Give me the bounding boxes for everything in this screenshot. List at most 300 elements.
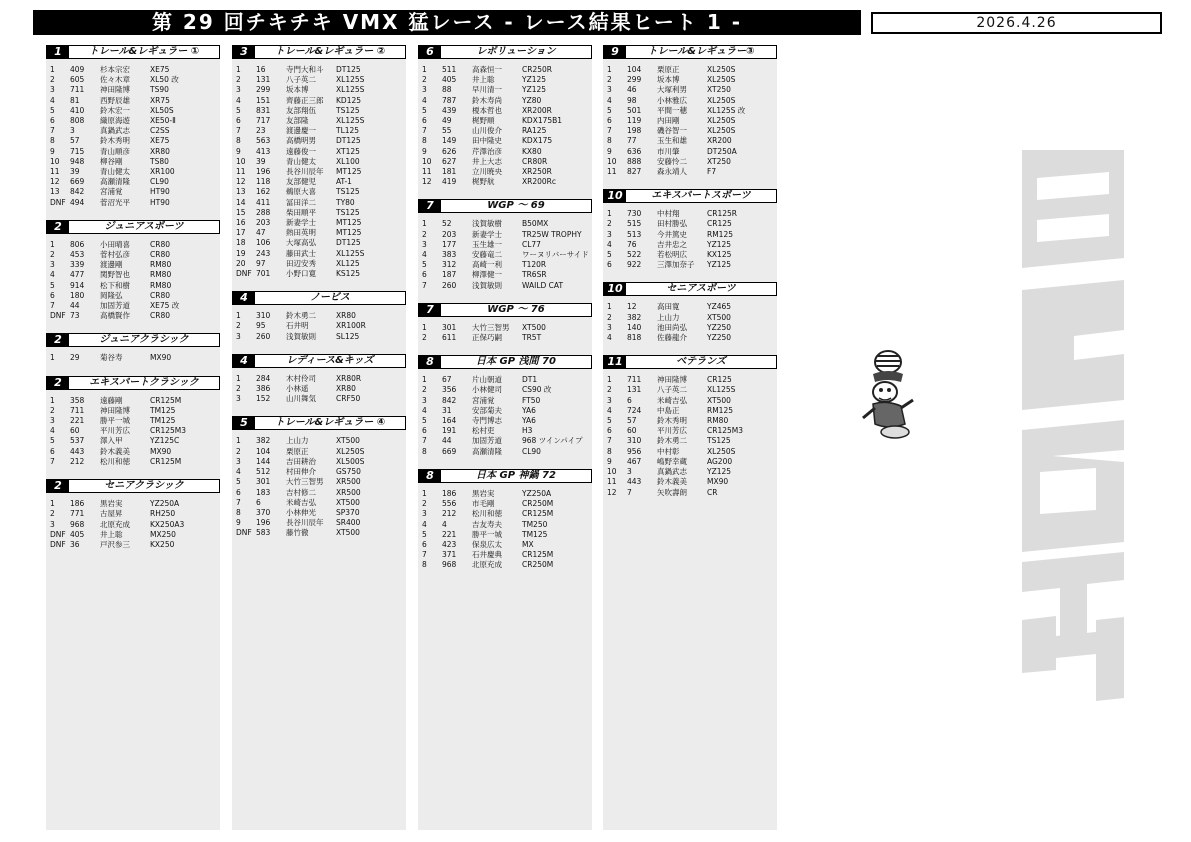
result-bike: XL500S (336, 456, 365, 466)
result-rider: 村田伸介 (286, 467, 316, 477)
result-rider: 保泉広太 (472, 539, 502, 549)
result-row (607, 385, 777, 395)
class-name: エキスパートクラシック (89, 376, 199, 388)
result-row (422, 177, 592, 187)
result-number: 818 (627, 333, 642, 343)
result-number: 162 (256, 187, 271, 197)
result-pos: 2 (50, 509, 55, 519)
result-number: 177 (442, 239, 457, 249)
class-header (418, 303, 592, 317)
result-rider: 齊藤正三郎 (286, 95, 324, 105)
result-bike: CR125M (150, 456, 182, 466)
result-bike: XT250 (707, 85, 731, 95)
result-pos: 8 (422, 136, 427, 146)
result-rider: 安藤竜二 (472, 250, 502, 260)
result-row (607, 167, 777, 177)
result-number: 212 (70, 456, 85, 466)
result-bike: DT125 (336, 136, 361, 146)
result-pos: 8 (50, 136, 55, 146)
result-rider: 神田隆博 (657, 375, 687, 385)
result-row (607, 240, 777, 250)
result-rider: 田辺安秀 (286, 258, 316, 268)
result-pos: 2 (422, 385, 427, 395)
result-number: 44 (70, 301, 80, 311)
result-number: 439 (442, 105, 457, 115)
result-bike: XR200Rc (522, 177, 556, 187)
result-row (422, 230, 592, 240)
class-number: 8 (419, 356, 441, 368)
result-pos: 4 (607, 95, 612, 105)
result-pos: DNF (50, 529, 66, 539)
result-number: 196 (256, 167, 271, 177)
result-bike: CR250R (522, 65, 552, 74)
result-row (236, 75, 406, 85)
class-number: 2 (47, 480, 69, 492)
result-number: 77 (627, 136, 637, 146)
result-bike: TM125 (522, 529, 548, 539)
result-pos: 3 (422, 85, 427, 95)
result-bike: XR500 (336, 487, 361, 497)
result-bike: XL125S (336, 248, 365, 258)
class-name: レディース&キッズ (286, 354, 374, 366)
result-pos: 11 (607, 167, 617, 177)
result-bike: FT50 (522, 395, 541, 405)
result-rider: 坂本博 (657, 75, 680, 85)
result-bike: ワーヌリバーサイド (522, 250, 589, 260)
result-number: 39 (70, 167, 80, 177)
result-pos: 7 (422, 550, 427, 560)
result-rider: 宮浦覚 (100, 187, 123, 197)
result-bike: TM125 (150, 416, 176, 426)
result-rider: 渡邊慶一 (286, 126, 316, 136)
result-bike: CR80 (150, 311, 170, 321)
results-column (603, 45, 777, 830)
result-bike: CR (707, 487, 718, 497)
result-number: 301 (442, 322, 457, 332)
result-bike: YZ250A (522, 488, 552, 498)
result-bike: XR500 (336, 477, 361, 487)
result-number: 467 (627, 456, 642, 466)
result-number: 405 (70, 529, 85, 539)
result-pos: 6 (422, 426, 427, 436)
results-column (418, 45, 592, 830)
result-bike: RA125 (522, 126, 547, 136)
result-pos: 6 (50, 446, 55, 456)
result-bike: MX90 (150, 353, 172, 363)
result-bike: TR5T (522, 333, 542, 343)
result-rider: 杉本宗宏 (100, 65, 130, 74)
result-rider: 今井篤史 (657, 229, 687, 239)
result-rider: 平川芳広 (100, 426, 130, 436)
result-bike: GS750 (336, 467, 361, 477)
result-rider: 宮浦覚 (472, 395, 495, 405)
result-number: 29 (70, 353, 80, 363)
class-number: 8 (419, 470, 441, 482)
result-number: 511 (442, 65, 457, 74)
result-rider: 井上聡 (100, 529, 123, 539)
result-pos: 8 (607, 136, 612, 146)
result-rider: 遠藤剛 (100, 395, 123, 405)
result-pos: 1 (50, 353, 55, 363)
result-rider: 北原充成 (100, 519, 130, 529)
result-row (607, 323, 777, 333)
result-rider: 神田隆博 (100, 85, 130, 95)
result-rider: 長谷川辰年 (286, 518, 324, 528)
result-row (236, 157, 406, 167)
result-bike: TR25W TROPHY (522, 229, 582, 239)
result-pos: 7 (50, 456, 55, 466)
result-number: 636 (627, 146, 642, 156)
result-row (236, 498, 406, 508)
result-bike: XL250S (707, 65, 736, 74)
result-rider: 高田寛 (657, 302, 680, 312)
result-number: 948 (70, 156, 85, 166)
result-number: 419 (442, 177, 457, 187)
result-rider: 吉井忠之 (657, 239, 687, 249)
class-number: 7 (419, 304, 441, 316)
result-pos: 3 (50, 260, 55, 270)
result-number: 405 (442, 75, 457, 85)
result-pos: 7 (50, 301, 55, 311)
result-number: 386 (256, 384, 271, 394)
result-row (236, 136, 406, 146)
result-row (50, 126, 220, 136)
result-pos: 7 (422, 280, 427, 290)
result-row (50, 540, 220, 550)
result-row (50, 157, 220, 167)
result-bike: DT125 (336, 238, 361, 248)
result-row (422, 333, 592, 343)
result-pos: 2 (50, 75, 55, 85)
result-row (422, 385, 592, 395)
result-number: 724 (627, 405, 642, 415)
result-rider: 戸沢参三 (100, 539, 130, 549)
class-number: 9 (604, 46, 626, 58)
result-bike: XT125 (336, 146, 360, 156)
result-bike: RM125 (707, 229, 733, 239)
result-rider: 菅村弘彦 (100, 250, 130, 260)
result-rider: 勝平一城 (100, 416, 130, 426)
result-row (422, 157, 592, 167)
result-pos: 2 (607, 312, 612, 322)
result-pos: 6 (422, 116, 427, 126)
result-bike: MT125 (336, 228, 362, 238)
class-block (232, 291, 406, 342)
result-row (236, 518, 406, 528)
result-row (607, 333, 777, 343)
result-number: 36 (70, 539, 80, 549)
result-rider: 鈴木勇二 (286, 311, 316, 321)
class-header (603, 189, 777, 203)
result-bike: SR400 (336, 518, 361, 528)
result-rider: 榎本哲也 (472, 105, 502, 115)
result-rider: 大塚利男 (657, 85, 687, 95)
result-bike: SP370 (336, 507, 360, 517)
result-row (422, 436, 592, 446)
result-number: 842 (70, 187, 85, 197)
result-number: 413 (256, 146, 271, 156)
result-row (422, 447, 592, 457)
result-rider: 高崎一利 (472, 260, 502, 270)
result-row (422, 530, 592, 540)
result-row (422, 426, 592, 436)
result-rider: 柳谷剛 (100, 156, 123, 166)
result-number: 715 (70, 146, 85, 156)
result-pos: 8 (236, 507, 241, 517)
result-rider: 上山力 (657, 312, 680, 322)
result-pos: 9 (607, 146, 612, 156)
result-row (607, 96, 777, 106)
result-bike: TM125 (150, 405, 176, 415)
result-pos: 3 (422, 509, 427, 519)
result-row (50, 260, 220, 270)
result-pos: 16 (236, 218, 246, 228)
result-row (50, 311, 220, 321)
result-number: 196 (256, 518, 271, 528)
result-rider: 安部菊夫 (472, 405, 502, 415)
class-number: 3 (233, 46, 255, 58)
result-number: 443 (627, 477, 642, 487)
result-row (236, 467, 406, 477)
class-name: トレール&レギュラー ② (274, 46, 386, 57)
result-pos: 5 (422, 260, 427, 270)
result-row (607, 106, 777, 116)
result-row (50, 509, 220, 519)
result-row (607, 313, 777, 323)
class-name: WGP ～ 69 (487, 200, 545, 212)
result-bike: CL77 (522, 239, 541, 249)
result-pos: 3 (607, 85, 612, 95)
result-bike: XL50 改 (150, 75, 179, 85)
result-bike: XR80 (150, 146, 170, 156)
result-number: 104 (627, 65, 642, 74)
result-pos: 13 (236, 187, 246, 197)
result-bike: YA6 (522, 405, 536, 415)
class-number: 2 (47, 221, 69, 233)
result-pos: 6 (50, 116, 55, 126)
result-row (607, 219, 777, 229)
result-bike: TM250 (522, 519, 548, 529)
result-number: 23 (256, 126, 266, 136)
result-number: 382 (627, 312, 642, 322)
result-row (50, 520, 220, 530)
result-number: 522 (627, 250, 642, 260)
heat-1-vertical-text (1012, 150, 1132, 710)
result-row (422, 560, 592, 570)
result-row (422, 106, 592, 116)
result-pos: 3 (50, 85, 55, 95)
result-pos: 4 (50, 426, 55, 436)
result-row (607, 477, 777, 487)
result-number: 556 (442, 499, 457, 509)
result-number: 563 (256, 136, 271, 146)
result-row (236, 167, 406, 177)
result-pos: 12 (50, 177, 60, 187)
result-number: 383 (442, 250, 457, 260)
result-number: 423 (442, 539, 457, 549)
result-pos: 1 (236, 373, 241, 383)
result-number: 409 (70, 65, 85, 74)
class-block (418, 355, 592, 457)
class-header (603, 355, 777, 369)
result-rider: 青山健太 (100, 167, 130, 177)
result-pos: 2 (236, 75, 241, 85)
result-bike: CR250M (522, 499, 554, 509)
result-rider: 黒岩実 (100, 499, 123, 509)
result-rider: 山川舞気 (286, 394, 316, 404)
result-number: 310 (256, 311, 271, 321)
result-pos: 1 (236, 311, 241, 321)
result-rider: 鈴木秀明 (657, 416, 687, 426)
class-name: トレール&レギュラー ① (88, 46, 200, 57)
result-number: 513 (627, 229, 642, 239)
result-rider: 柴田順平 (286, 207, 316, 217)
result-pos: 1 (607, 65, 612, 74)
result-row (607, 136, 777, 146)
result-bike: RM80 (150, 260, 172, 270)
result-row (236, 238, 406, 248)
result-rider: 小林健司 (472, 385, 502, 395)
result-row (50, 457, 220, 467)
class-number: 4 (233, 292, 255, 304)
result-pos: 7 (422, 126, 427, 136)
class-name: ジュニアスポーツ (104, 220, 184, 232)
result-number: 81 (70, 95, 80, 105)
result-rider: 片山朝道 (472, 375, 502, 385)
result-row (236, 384, 406, 394)
result-rider: 井上大志 (472, 156, 502, 166)
result-number: 512 (256, 467, 271, 477)
result-number: 198 (627, 126, 642, 136)
result-rider: 松下和樹 (100, 280, 130, 290)
result-bike: KDX175B1 (522, 116, 563, 126)
result-bike: XR80 (336, 311, 356, 321)
result-row (236, 508, 406, 518)
result-rider: 真鍋武志 (657, 467, 687, 477)
result-row (50, 75, 220, 85)
result-bike: XR80R (336, 373, 362, 383)
result-pos: 1 (607, 209, 612, 219)
result-number: 3 (70, 126, 75, 136)
result-rider: 立川暁央 (472, 167, 502, 177)
result-rider: 勝平一城 (472, 529, 502, 539)
result-bike: XR200R (522, 105, 552, 115)
result-bike: XE50-Ⅱ (150, 116, 176, 126)
result-pos: 6 (422, 270, 427, 280)
result-row (422, 270, 592, 280)
result-bike: XT500 (707, 395, 731, 405)
result-rider: 寺門大和斗 (286, 65, 324, 74)
result-pos: 1 (50, 65, 55, 74)
result-rider: 芹澤治彦 (472, 146, 502, 156)
result-row (422, 489, 592, 499)
result-number: 4 (442, 519, 447, 529)
class-block (603, 282, 777, 343)
result-bike: KD125 (336, 95, 362, 105)
result-rider: 大竹三智男 (286, 477, 324, 487)
result-pos: 9 (236, 146, 241, 156)
class-name: ノービス (310, 292, 350, 304)
result-number: 888 (627, 156, 642, 166)
result-row (50, 65, 220, 75)
result-bike: RM80 (150, 270, 172, 280)
class-name: レボリューション (476, 46, 556, 57)
result-pos: 4 (422, 95, 427, 105)
result-row (50, 136, 220, 146)
class-header (232, 45, 406, 59)
result-bike: MX (522, 539, 534, 549)
result-number: 370 (256, 507, 271, 517)
result-bike: DT250A (707, 146, 737, 156)
result-bike: MT125 (336, 167, 362, 177)
result-bike: CR80 (150, 239, 170, 249)
result-rider: 青山健太 (286, 156, 316, 166)
result-row (607, 65, 777, 75)
result-rider: 鈴木義美 (100, 446, 130, 456)
result-bike: XT500 (707, 312, 731, 322)
result-rider: 浅賀敏樹 (472, 219, 502, 229)
result-pos: 1 (607, 375, 612, 385)
result-rider: 小林伸光 (286, 507, 316, 517)
result-bike: XE75 (150, 65, 170, 74)
result-rider: 市川肇 (657, 146, 680, 156)
result-pos: 3 (236, 394, 241, 404)
result-bike: YZ125 (707, 467, 732, 477)
result-number: 97 (256, 258, 266, 268)
result-bike: KX250A3 (150, 519, 185, 529)
result-rider: 菅沼光平 (100, 197, 130, 207)
result-rider: 菊谷寿 (100, 353, 123, 363)
result-pos: 2 (50, 405, 55, 415)
result-row (236, 269, 406, 279)
class-header (418, 469, 592, 483)
result-bike: YZ125 (522, 75, 547, 85)
result-rider: 上山力 (286, 436, 309, 446)
result-rider: 遠藤俊一 (286, 146, 316, 156)
result-rider: 大竹三智男 (472, 322, 510, 332)
result-bike: XT500 (522, 322, 546, 332)
result-bike: CRF50 (336, 394, 361, 404)
result-rider: 田中隆史 (472, 136, 502, 146)
page-title: 第 29 回チキチキ VMX 猛レース - レース結果ヒート 1 - (33, 10, 861, 35)
class-header (46, 45, 220, 59)
result-pos: 10 (236, 156, 246, 166)
class-name: トレール&レギュラー ④ (274, 417, 386, 429)
result-number: 212 (442, 509, 457, 519)
result-bike: CR125M (150, 395, 182, 405)
result-row (236, 96, 406, 106)
class-number: 4 (233, 355, 255, 367)
result-number: 95 (256, 321, 266, 331)
result-row (422, 167, 592, 177)
result-pos: 4 (607, 239, 612, 249)
result-rider: 市毛剛 (472, 499, 495, 509)
result-rider: 吉村修二 (286, 487, 316, 497)
result-rider: 大塚高弘 (286, 238, 316, 248)
result-rider: 八子英二 (657, 385, 687, 395)
result-rider: 吉田耕治 (286, 456, 316, 466)
result-number: 494 (70, 197, 85, 207)
result-rider: 高瀬清隆 (100, 177, 130, 187)
result-pos: 1 (50, 239, 55, 249)
result-bike: YZ250 (707, 322, 732, 332)
class-header (232, 354, 406, 368)
result-number: 453 (70, 250, 85, 260)
result-rider: 友部健児 (286, 177, 316, 187)
result-number: 477 (70, 270, 85, 280)
result-bike: H3 (522, 426, 533, 436)
result-rider: 池田尚弘 (657, 322, 687, 332)
